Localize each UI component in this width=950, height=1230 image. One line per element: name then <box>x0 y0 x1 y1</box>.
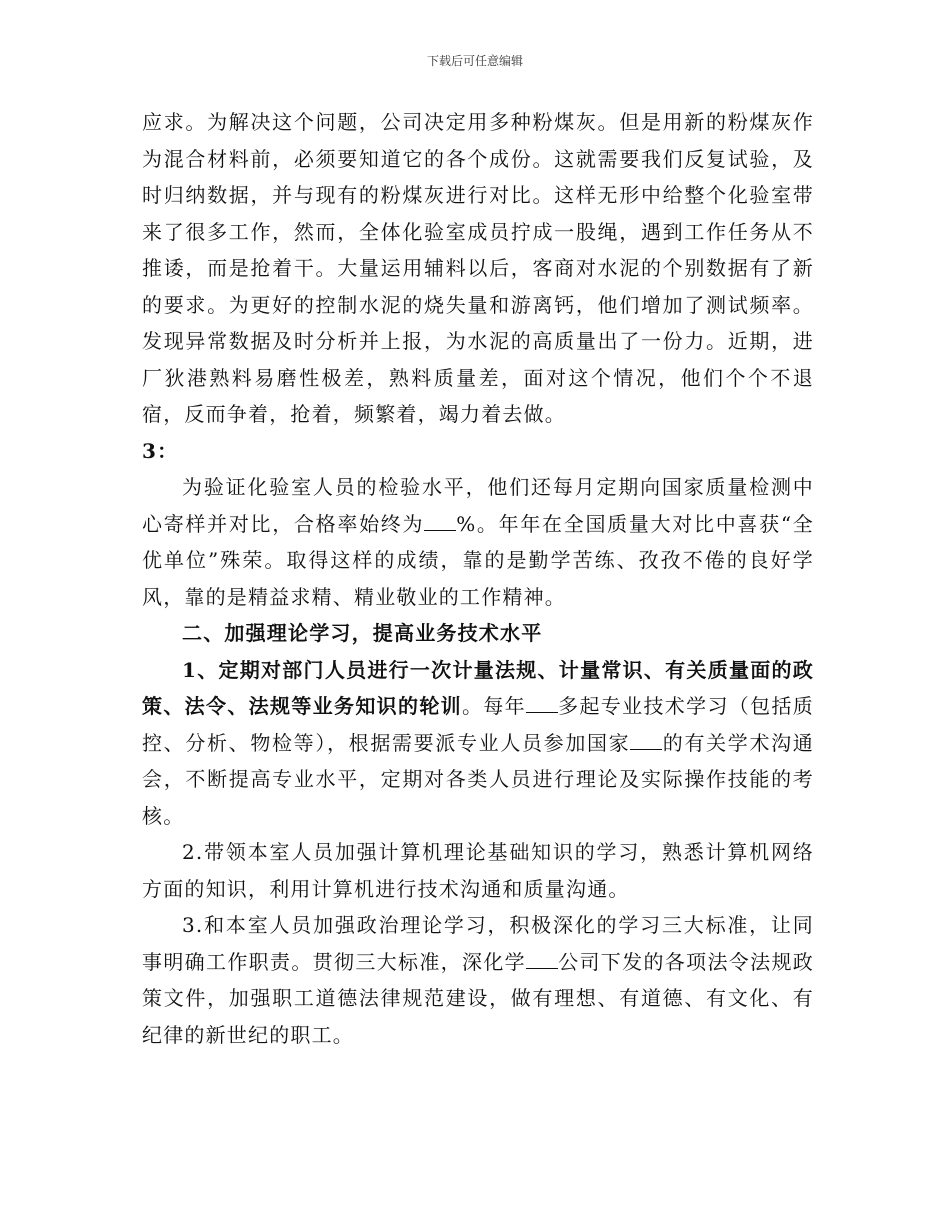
fill-blank <box>526 950 558 969</box>
fill-blank <box>630 731 662 750</box>
list-item-3-part-a: 3.和本室人员加强政治理论学习，积极深化的学习三大标准，让同事明确工作职责。贯彻三大标准，深化学 <box>142 913 814 974</box>
list-item-1-part-b: 多起专业技术学习（包括质控、分析、物检等），根据需要派专业人员参加国家 <box>142 694 814 755</box>
list-item-1 <box>142 652 814 835</box>
list-item-3-part-b: 公司下发的各项法令法规政策文件，加强职工道德法律规范建设，做有理想、有道德、有文化、有纪律的新世纪的职工。 <box>142 949 814 1047</box>
list-item-2: 2.带领本室人员加强计算机理论基础知识的学习，熟悉计算机网络方面的知识，利用计算机进行技术沟通和质量沟通。 <box>142 840 814 901</box>
list-item-3 <box>142 907 814 1053</box>
heading-3: 3： <box>142 438 179 463</box>
fill-blank <box>526 694 558 713</box>
list-item-1-part-c: 的有关学术沟通会，不断提高专业水平，定期对各类人员进行理论及实际操作技能的考核。 <box>142 730 814 828</box>
paragraph-inspection-part2: %。年年在全国质量大对比中喜获“全优单位”殊荣。取得这样的成绩，靠的是勤学苦练、孜孜不倦的良好学风，靠的是精益求精、精业敬业的工作精神。 <box>142 511 814 609</box>
list-item-1-part-a: 。每年 <box>462 694 526 718</box>
paragraph-inspection-part1: 为验证化验室人员的检验水平，他们还每月定期向国家质量检测中心寄样并对比，合格率始终为 <box>142 475 814 536</box>
paragraph-inspection <box>142 469 814 615</box>
section-heading-2: 二、加强理论学习，提高业务技术水平 <box>182 621 543 645</box>
page-header: 下载后可任意编辑 <box>426 54 523 68</box>
document-body <box>142 104 814 1053</box>
list-item-1-bold: 1、定期对部门人员进行一次计量法规、计量常识、有关质量面的政策、法令、法规等业务知识的轮训 <box>142 657 814 718</box>
fill-blank <box>424 512 456 531</box>
paragraph-continuation: 应求。为解决这个问题，公司决定用多种粉煤灰。但是用新的粉煤灰作为混合材料前，必须要知道它的各个成份。这就需要我们反复试验，及时归纳数据，并与现有的粉煤灰进行对比。这样无形中给整个化验室带来了很多工作，然而，全体化验室成员拧成一股绳，遇到工作任务从不推诿，而是抢着干。大量运用辅料以后，客商对水泥的个别数据有了新的要求。为更好的控制水泥的烧失量和游离钙，他们增加了测试频率。发现异常数据及时分析并上报，为水泥的高质量出了一份力。近期，进厂狄港熟料易磨性极差，熟料质量差，面对这个情况，他们个个不退宿，反而争着，抢着，频繁着，竭力着去做。 <box>142 110 814 426</box>
